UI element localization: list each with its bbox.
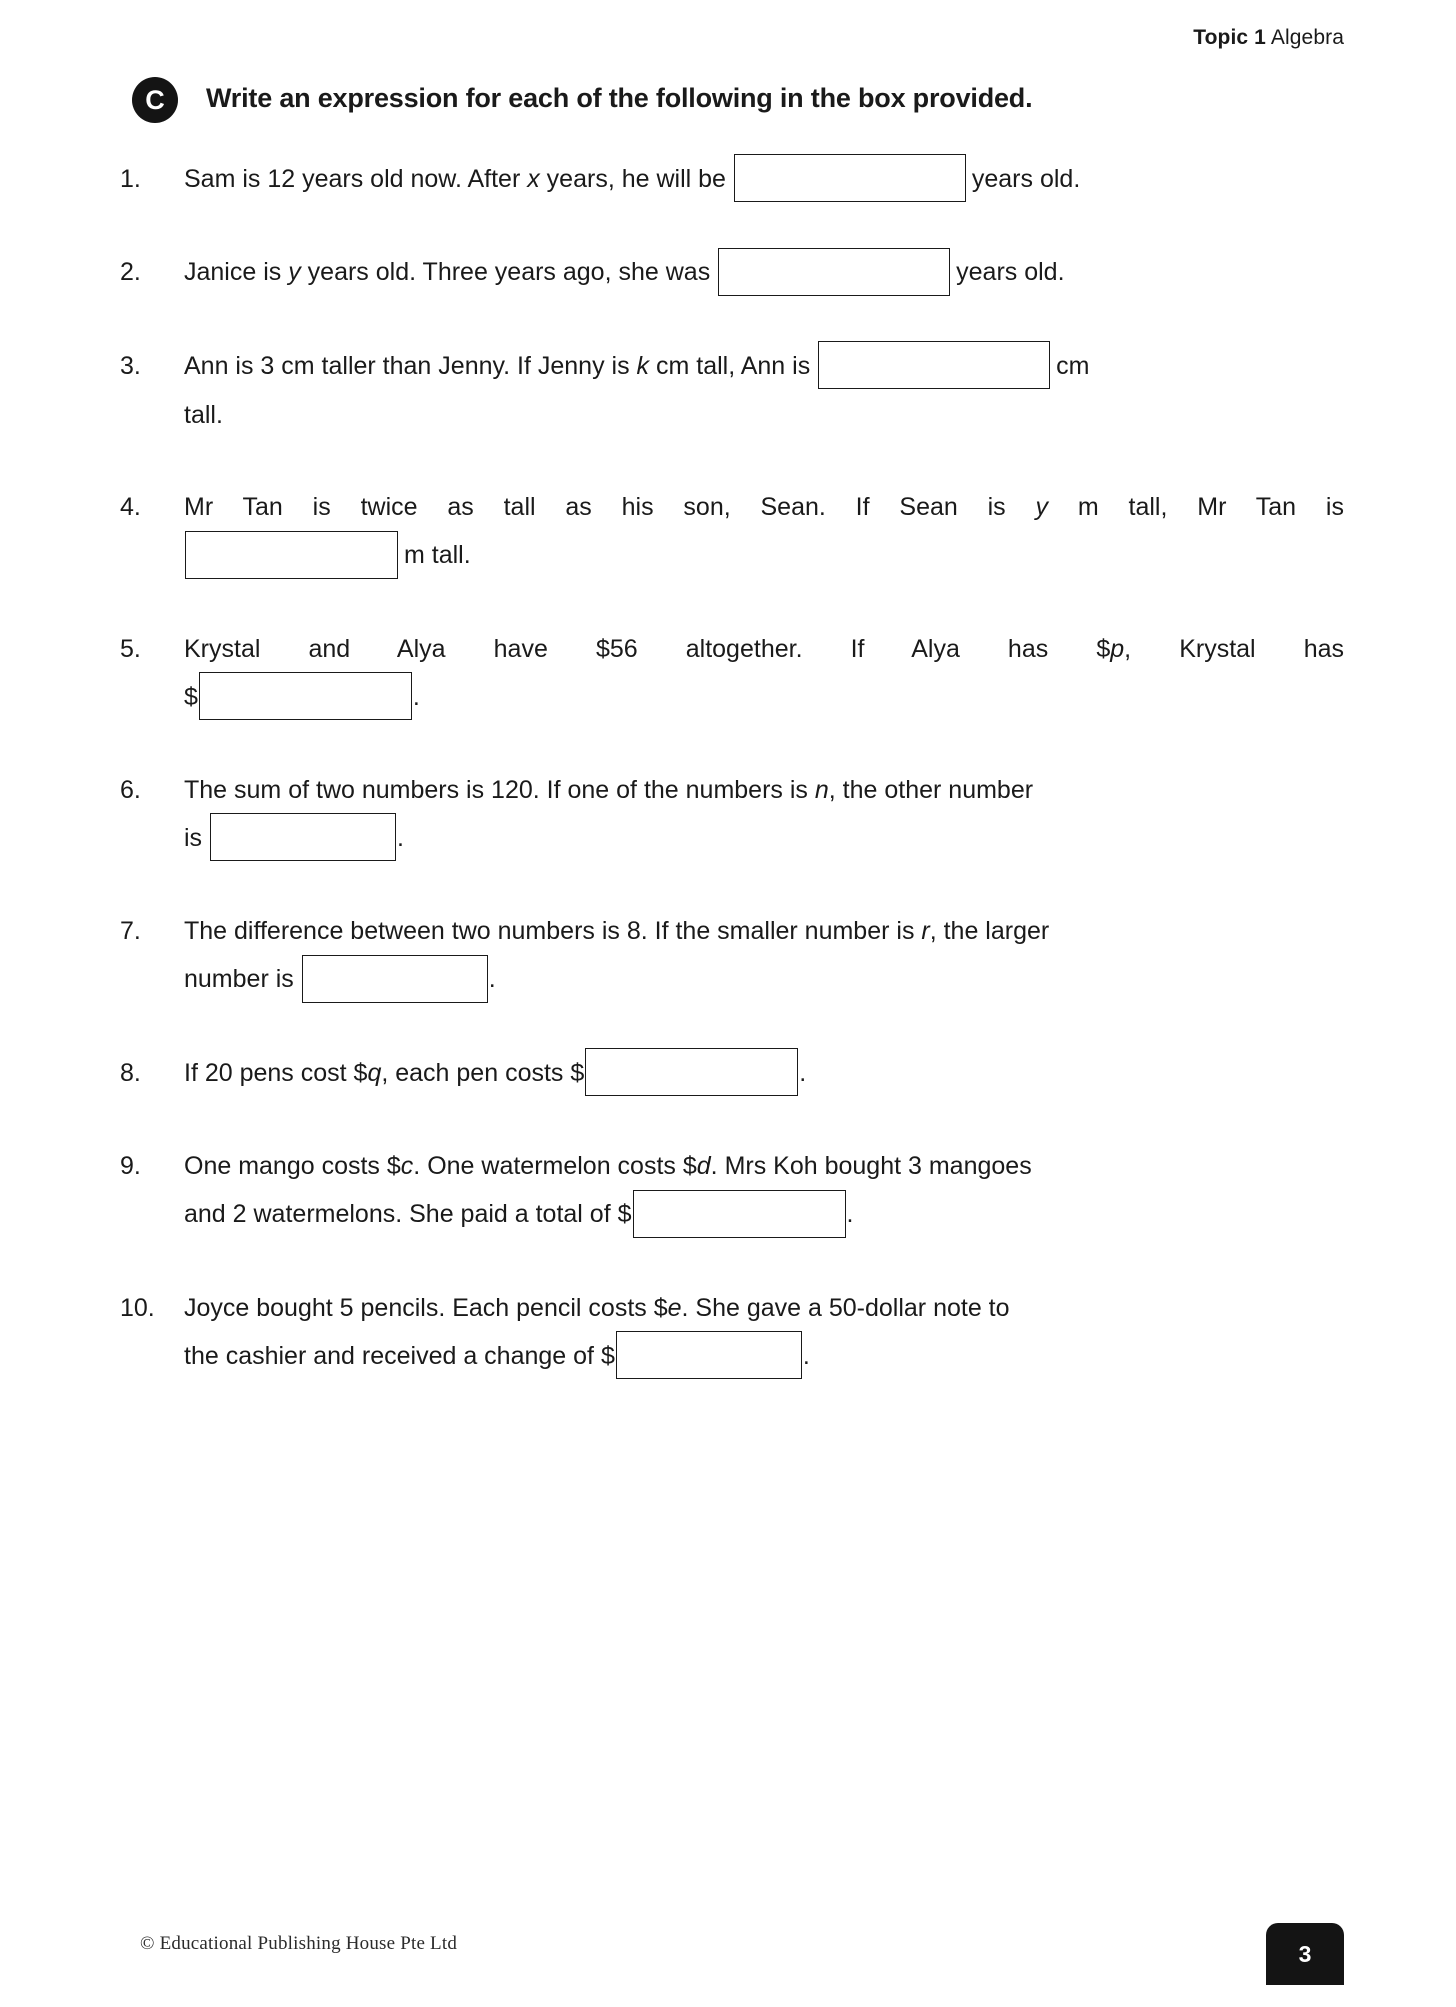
question-number: 5. [120,634,141,663]
answer-box[interactable] [199,672,412,720]
question-body [184,248,1344,297]
currency-symbol: $ [184,682,198,711]
answer-box[interactable] [616,1331,802,1379]
answer-box[interactable] [718,248,950,296]
variable-r: r [921,917,930,946]
question-line [184,1142,1344,1190]
question-number: 4. [120,493,141,522]
question-text: years, he will be [539,165,733,193]
section-instruction: Write an expression for each of the following in the box provided. [206,83,1033,113]
question-text: years old. [956,258,1065,287]
question-list [118,155,1344,1425]
question-text: Krystal and Alya have $56 altogether. If Alya has $ [184,634,1111,663]
question-text: cm [1056,351,1090,380]
question-text: years old. Three years ago, she was [300,258,718,287]
question-text: the cashier and received a change of $ [184,1341,615,1370]
answer-box[interactable] [633,1190,846,1238]
question-body [184,342,1344,439]
question-line-2 [184,531,1344,580]
variable-p: p [1110,634,1125,663]
question-body [184,766,1344,863]
variable-e: e [667,1293,682,1322]
running-header [1193,26,1344,50]
question-item [118,483,1344,580]
question-line-2 [184,673,1344,722]
question-text: m tall, Mr Tan is [1048,493,1344,522]
question-line [184,1049,1344,1098]
question-body [184,483,1344,580]
question-line [184,1284,1344,1332]
question-text: The difference between two numbers is 8. If the smaller number is [184,917,922,946]
answer-box[interactable] [302,955,488,1003]
question-text: . [397,823,404,852]
question-text: cm tall, Ann is [649,351,818,380]
variable-y: y [1035,493,1049,522]
question-line-2 [184,1190,1344,1239]
question-text: m tall. [404,541,471,570]
question-text: . [846,1200,854,1229]
question-item [118,625,1344,722]
variable-x: x [527,165,540,193]
question-number: 1. [120,165,141,193]
question-text: Joyce bought 5 pencils. Each pencil costs $ [184,1293,668,1322]
question-text: If 20 pens cost $ [184,1058,368,1087]
variable-d: d [696,1152,711,1181]
copyright-notice: © Educational Publishing House Pte Ltd [140,1933,458,1954]
question-text: , each pen costs $ [381,1058,585,1087]
question-text: number is [184,965,301,994]
section-heading [132,76,1344,123]
question-item [118,1049,1344,1098]
question-line [184,248,1344,297]
question-line [184,483,1344,531]
question-line [184,907,1344,955]
question-number: 3. [120,351,141,380]
question-body [184,1049,1344,1098]
question-item [118,248,1344,297]
question-text: , the other number [828,775,1034,804]
question-item [118,342,1344,439]
question-item [118,907,1344,1004]
question-line [184,766,1344,814]
question-line [184,342,1344,391]
answer-box[interactable] [185,531,398,579]
question-number: 2. [120,258,141,287]
question-body [184,907,1344,1004]
question-text: and 2 watermelons. She paid a total of $ [184,1200,632,1229]
question-number: 6. [120,775,141,804]
question-text: The sum of two numbers is 120. If one of the numbers is [184,775,815,804]
question-body [184,1142,1344,1239]
question-text: . Mrs Koh bought 3 mangoes [710,1152,1032,1181]
question-text: is [184,823,209,852]
variable-q: q [367,1058,382,1087]
question-item [118,155,1344,204]
page-number-badge: 3 [1266,1923,1344,1985]
question-text: . [488,965,496,994]
question-line [184,155,1344,204]
answer-box[interactable] [585,1048,798,1096]
question-text: years old. [971,165,1081,193]
answer-box[interactable] [210,813,396,861]
section-badge-c: C [132,77,178,123]
question-text: Ann is 3 cm taller than Jenny. If Jenny is [184,351,637,380]
answer-box[interactable] [818,341,1050,389]
topic-name: Algebra [1270,26,1344,49]
topic-label: Topic 1 [1193,26,1266,49]
question-text: Janice is [184,258,289,287]
question-number: 7. [120,917,141,946]
variable-n: n [814,775,829,804]
question-text: . She gave a 50-dollar note to [681,1293,1010,1322]
question-text: . One watermelon costs $ [413,1152,697,1181]
question-item [118,1142,1344,1239]
variable-c: c [400,1152,414,1181]
variable-y: y [288,258,301,287]
question-text: . [799,1058,807,1087]
question-line-2 [184,955,1344,1004]
question-line-2: tall. [184,401,223,430]
question-text: Sam is 12 years old now. After [184,165,528,193]
question-item [118,1284,1344,1381]
question-body [184,1284,1344,1381]
question-number: 8. [120,1058,141,1087]
question-text: . [412,682,420,711]
question-text: , Krystal has [1124,634,1344,663]
variable-k: k [636,351,650,380]
question-line-2 [184,1332,1344,1381]
question-number: 10. [120,1293,155,1322]
question-text: Mr Tan is twice as tall as his son, Sean. If Sean is [184,493,1036,522]
question-item [118,766,1344,863]
question-number: 9. [120,1152,141,1181]
question-body [184,625,1344,722]
question-text: One mango costs $ [184,1152,401,1181]
question-text: . [802,1341,810,1370]
question-line-2 [184,814,1344,863]
question-body [184,155,1344,204]
question-line [184,625,1344,673]
question-text: , the larger [929,917,1050,946]
answer-box[interactable] [734,154,966,202]
